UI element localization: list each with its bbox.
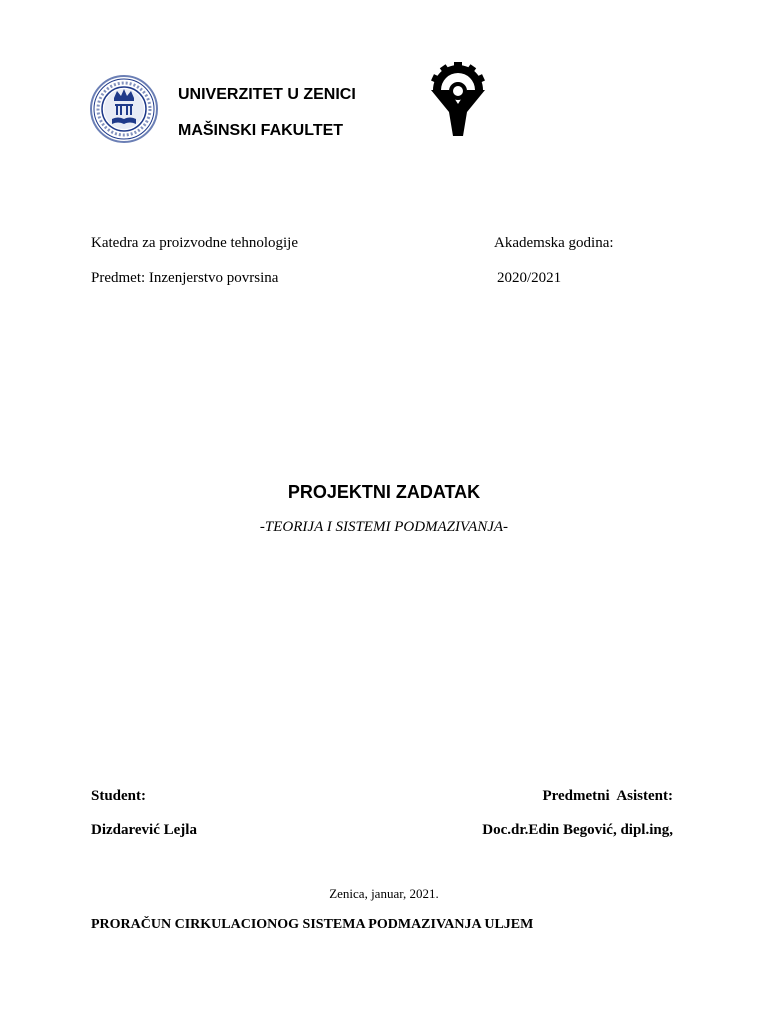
department: Katedra za proizvodne tehnologije — [91, 235, 298, 251]
subtitle: -TEORIJA I SISTEMI PODMAZIVANJA- — [259, 519, 509, 535]
student-name: Dizdarević Lejla — [91, 822, 197, 838]
academic-year-label: Akademska godina: — [494, 235, 614, 251]
academic-year: 2020/2021 — [497, 270, 562, 286]
footer-heading: PRORAČUN CIRKULACIONOG SISTEMA PODMAZIVANJA ULJEM — [91, 917, 534, 932]
university-name: UNIVERZITET U ZENICI — [178, 86, 356, 103]
gear-logo-icon — [427, 60, 489, 138]
university-seal-icon — [88, 74, 160, 144]
assistant-label: Predmetni Asistent: — [542, 788, 673, 804]
student-label: Student: — [91, 788, 147, 804]
main-title: PROJEKTNI ZADATAK — [287, 482, 481, 502]
subject: Predmet: Inzenjerstvo povrsina — [91, 270, 279, 286]
faculty-name: MAŠINSKI FAKULTET — [178, 122, 344, 139]
assistant-name: Doc.dr.Edin Begović, dipl.ing, — [482, 822, 673, 838]
place-date: Zenica, januar, 2021. — [329, 886, 439, 901]
